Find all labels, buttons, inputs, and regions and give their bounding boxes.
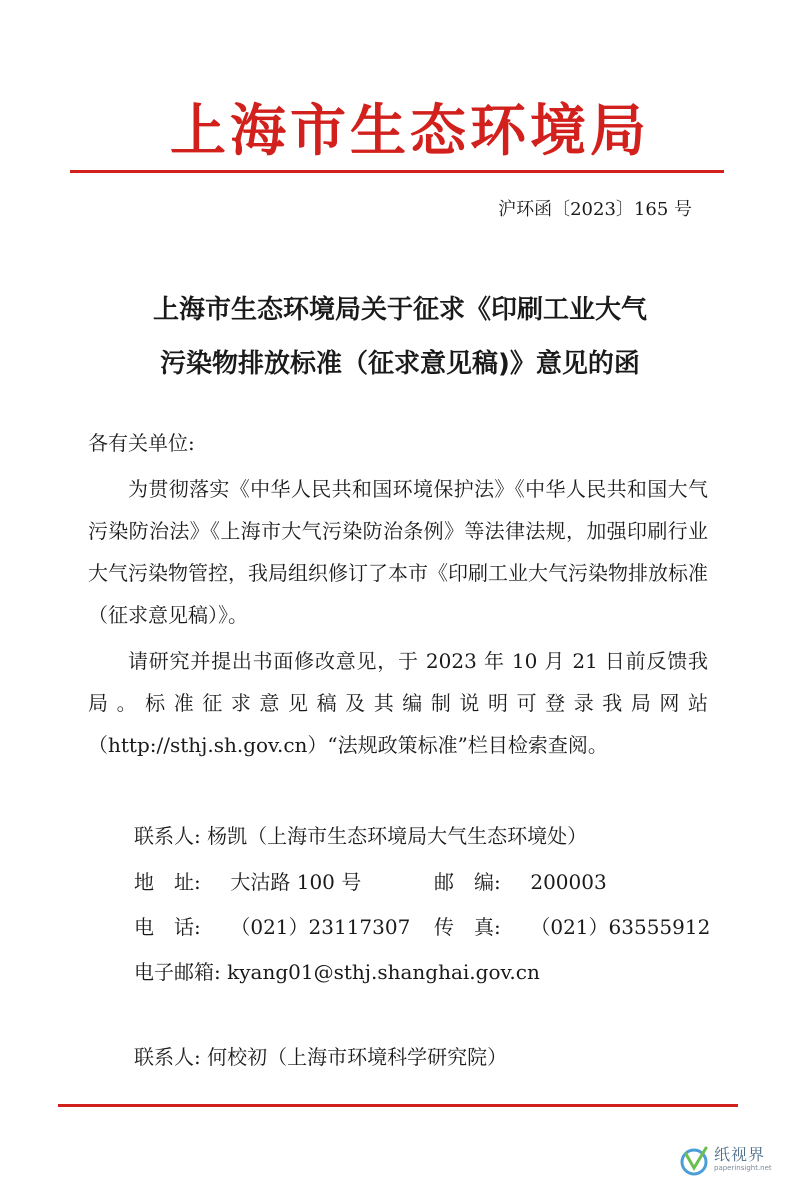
- email-row: [134, 957, 540, 987]
- contact-person-1: [134, 821, 587, 851]
- contact-2-label: 联系人:: [134, 1045, 201, 1069]
- salutation: 各有关单位:: [88, 431, 195, 455]
- address-label: 地 址:: [134, 870, 201, 894]
- document-number: 沪环函〔2023〕165 号: [498, 199, 692, 220]
- contact-2-value: 何校初（上海市环境科学研究院）: [207, 1045, 508, 1069]
- fax-value: （021）63555912: [530, 915, 711, 939]
- title-line-1: 上海市生态环境局关于征求《印刷工业大气: [152, 295, 647, 325]
- fax-field: [434, 912, 710, 942]
- email-label: 电子邮箱:: [134, 960, 221, 984]
- address-value: 大沽路 100 号: [230, 870, 362, 894]
- contact-1-label: 联系人:: [134, 824, 201, 848]
- watermark-logo-icon: [676, 1142, 712, 1178]
- title-line-2: 污染物排放标准（征求意见稿)》意见的函: [160, 349, 640, 379]
- postcode-field: [434, 867, 607, 897]
- body-paragraph-1: 为贯彻落实《中华人民共和国环境保护法》《中华人民共和国大气污染防治法》《上海市大气污染防治条例》等法律法规，加强印刷行业大气污染物管控，我局组织修订了本市《印刷工业大气污染物排放标准（征求意见稿）》。: [88, 477, 708, 627]
- org-header-title: 上海市生态环境局: [170, 98, 650, 164]
- phone-row: [134, 912, 711, 942]
- watermark-url: paperinsight.net: [714, 1164, 772, 1172]
- postcode-label: 邮 编:: [434, 870, 501, 894]
- phone-value: （021）23117307: [230, 915, 411, 939]
- watermark: [676, 1138, 786, 1182]
- document-title: [80, 283, 720, 391]
- email-value: kyang01@sthj.shanghai.gov.cn: [227, 960, 540, 984]
- contact-1-value: 杨凯（上海市生态环境局大气生态环境处）: [207, 824, 588, 848]
- postcode-value: 200003: [530, 870, 607, 894]
- phone-label: 电 话:: [134, 915, 201, 939]
- address-row: [134, 867, 607, 897]
- watermark-name: 纸视界: [714, 1145, 766, 1164]
- red-rule-top: [70, 170, 724, 173]
- contact-person-2: [134, 1042, 507, 1072]
- red-rule-bottom: [58, 1104, 738, 1107]
- fax-label: 传 真:: [434, 915, 501, 939]
- body-paragraph-2: 请研究并提出书面修改意见，于 2023 年 10 月 21 日前反馈我局。标准征求意见稿及其编制说明可登录我局网站（http://sthj.sh.gov.cn）“法规政策标准”栏目检索查阅。: [88, 649, 708, 757]
